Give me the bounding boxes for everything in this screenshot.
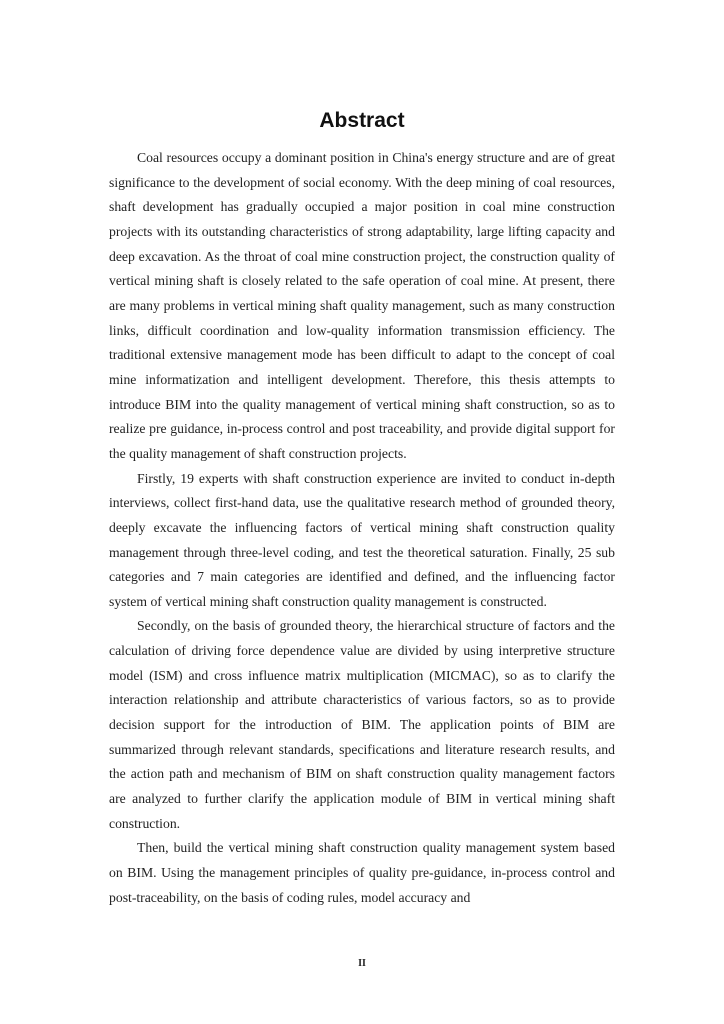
page-title: Abstract [319,109,405,132]
page-number: II [358,958,366,969]
paragraph: Firstly, 19 experts with shaft construction experience are invited to conduct in-depth interviews, collect first-hand data, use the qualitative research method of grounded theory, deeply excavate the influencing factors of vertical mining shaft construction quality management through three-level coding, and test the theoretical saturation. Finally, 25 sub categories and 7 main categories are identified and defined, and the influencing factor system of vertical mining shaft construction quality management is constructed. [109,470,615,609]
paragraph: Then, build the vertical mining shaft construction quality management system based on BIM. Using the management principles of quality pre-guidance, in-process control and post-traceability, on the basis of coding rules, model accuracy and [109,840,615,905]
paragraph: Secondly, on the basis of grounded theory, the hierarchical structure of factors and the calculation of driving force dependence value are divided by using interpretive structure model (ISM) and cross influence matrix multiplication (MICMAC), so as to clarify the interaction relationship and attribute characteristics of various factors, so as to provide decision support for the introduction of BIM. The application points of BIM are summarized through relevant standards, specifications and literature research results, and the action path and mechanism of BIM on shaft construction quality management factors are analyzed to further clarify the application module of BIM in vertical mining shaft construction. [109,618,615,831]
paragraph: Coal resources occupy a dominant position in China's energy structure and are of great significance to the development of social economy. With the deep mining of coal resources, shaft development has gradually occupied a major position in coal mine construction projects with its outstanding characteristics of strong adaptability, large lifting capacity and deep excavation. As the throat of coal mine construction project, the construction quality of vertical mining shaft is closely related to the safe operation of coal mine. At present, there are many problems in vertical mining shaft quality management, such as many construction links, difficult coordination and low-quality information transmission efficiency. The traditional extensive management mode has been difficult to adapt to the concept of coal mine informatization and intelligent development. Therefore, this thesis attempts to introduce BIM into the quality management of vertical mining shaft construction, so as to realize pre guidance, in-process control and post traceability, and provide digital support for the quality management of shaft construction projects. [109,150,615,461]
abstract-body [109,146,615,910]
